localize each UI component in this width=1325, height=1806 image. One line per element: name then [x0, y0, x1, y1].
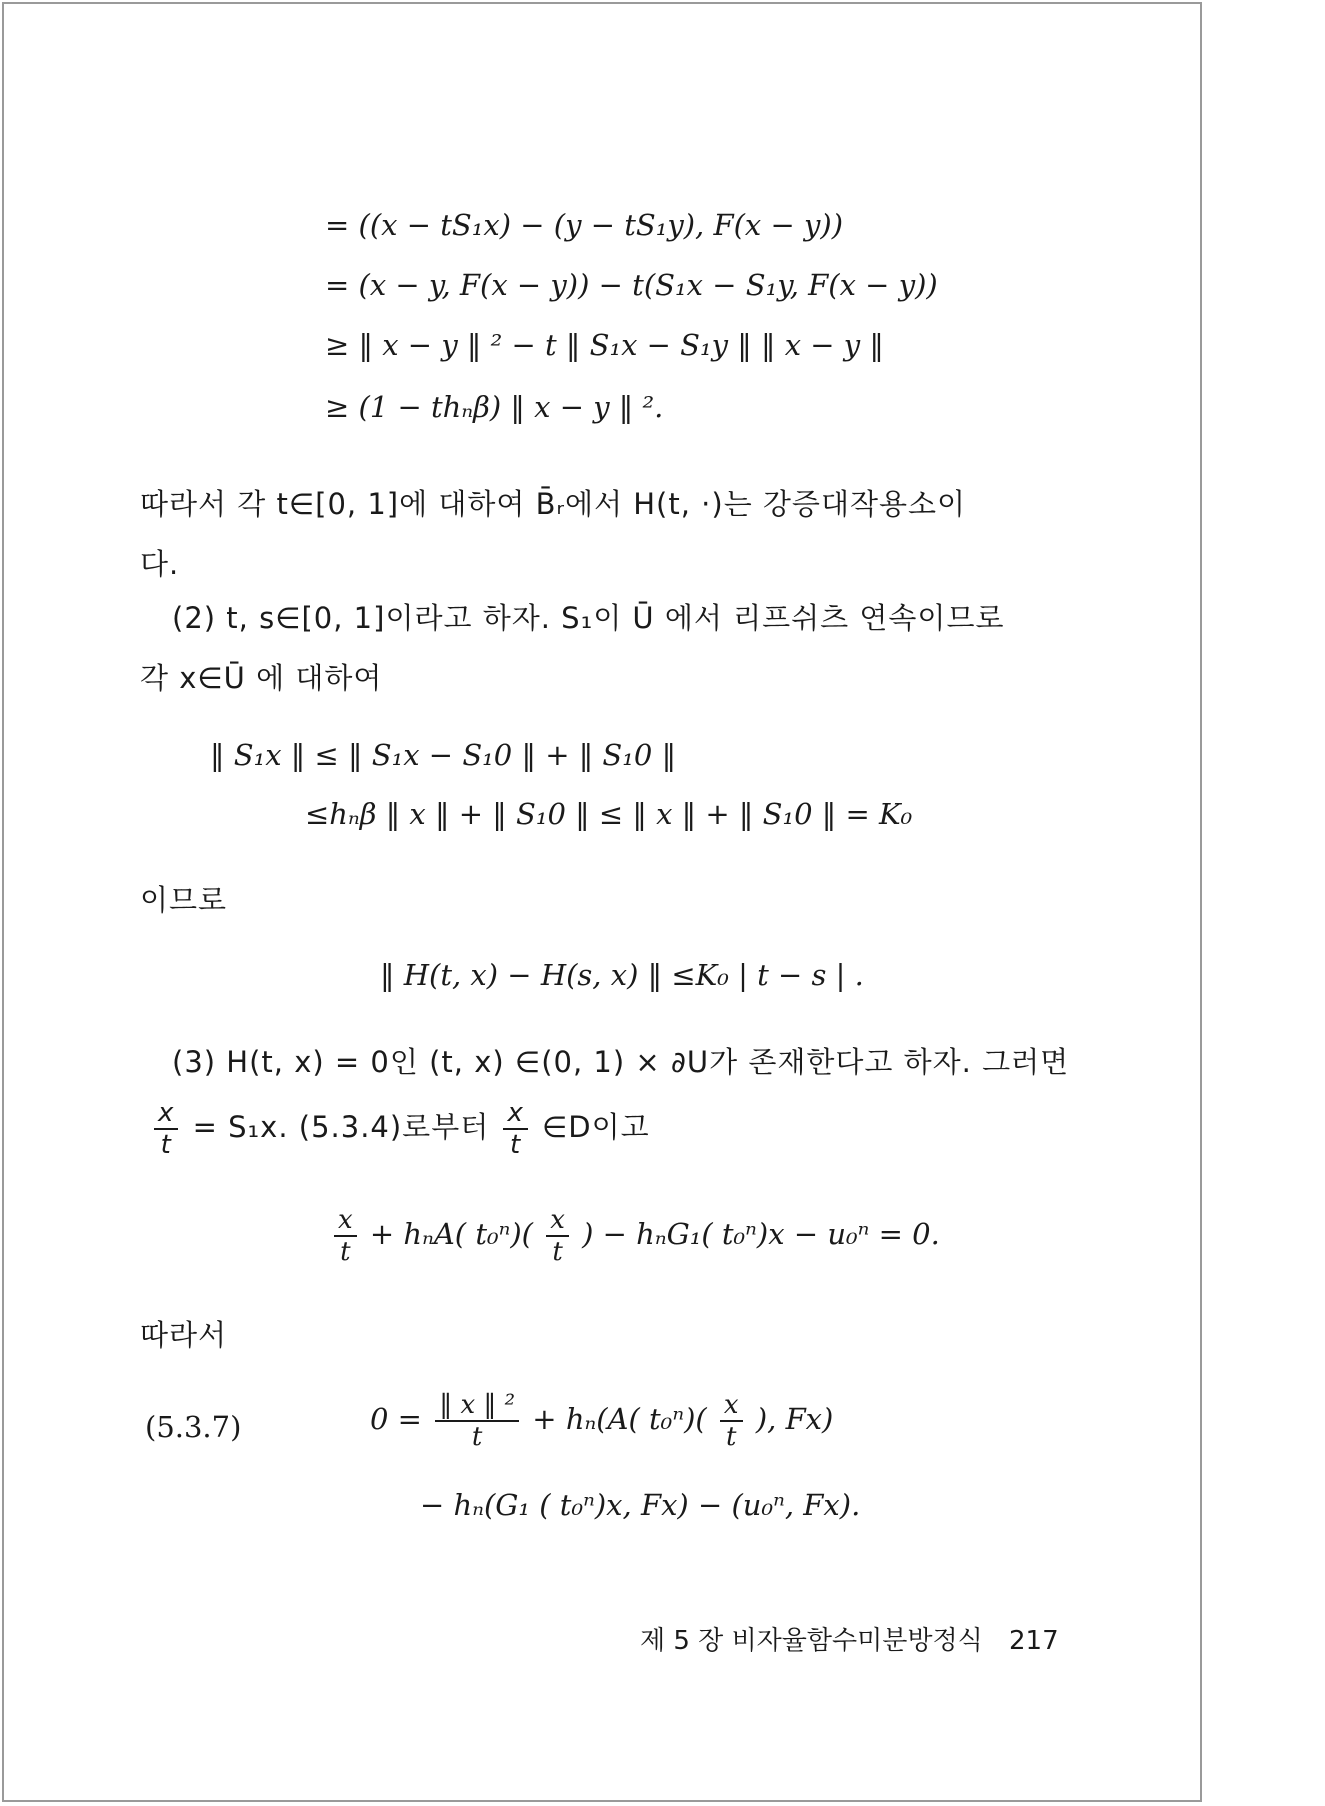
paragraph-4-line-2: [150, 1098, 650, 1160]
equation-line-2: = (x − y, F(x − y)) − t(S₁x − S₁y, F(x − y)): [325, 268, 938, 302]
eq-537-end: ), Fx): [755, 1402, 834, 1436]
fraction-x-over-t-4: $\frac{x}{t}$: [546, 1205, 569, 1267]
eq-537-start: 0 =: [370, 1402, 422, 1436]
equation-5-3-7-line-1: [370, 1390, 833, 1452]
paragraph-2-line-1: (2) t, s∈[0, 1]이라고 하자. S₁이 Ū 에서 리프쉬츠 연속이므로: [172, 601, 1005, 635]
paragraph-4-end: ∈D이고: [542, 1110, 650, 1144]
chapter-title: 제 5 장 비자율함수미분방정식: [640, 1626, 983, 1656]
fraction-x-over-t-2: $\frac{x}{t}$: [503, 1098, 527, 1160]
equation-label: (5.3.7): [145, 1410, 242, 1444]
inequality-line-1: ‖ S₁x ‖ ≤ ‖ S₁x − S₁0 ‖ + ‖ S₁0 ‖: [210, 738, 677, 772]
fraction-norm-x-over-t: $\frac{\text{‖ x ‖ ²}}{t}$: [435, 1390, 519, 1452]
equation-line-3: ≥ ‖ x − y ‖ ² − t ‖ S₁x − S₁y ‖ ‖ x − y ‖: [325, 328, 884, 362]
equation-line-1: = ((x − tS₁x) − (y − tS₁y), F(x − y)): [325, 208, 844, 242]
paragraph-2-line-2: 각 x∈Ū 에 대하여: [140, 661, 383, 695]
equation-5-3-7-line-2: − hₙ(G₁ ( t₀ⁿ)x, Fx) − (u₀ⁿ, Fx).: [420, 1488, 861, 1522]
paragraph-1-line-1: 따라서 각 t∈[0, 1]에 대하여 B̄ᵣ에서 H(t, ·)는 강증대작용소이: [140, 487, 967, 521]
page-number: 217: [1009, 1626, 1059, 1656]
operator-equation-part-1: + hₙA( t₀ⁿ)(: [369, 1217, 533, 1251]
equation-line-4: ≥ (1 − thₙβ) ‖ x − y ‖ ².: [325, 390, 664, 424]
operator-equation: [330, 1205, 940, 1267]
fraction-x-over-t-5: $\frac{x}{t}$: [720, 1390, 743, 1452]
lipschitz-inequality: ‖ H(t, x) − H(s, x) ‖ ≤K₀ | t − s | .: [380, 958, 864, 992]
paragraph-5: 따라서: [140, 1318, 228, 1352]
operator-equation-part-2: ) − hₙG₁( t₀ⁿ)x − u₀ⁿ = 0.: [582, 1217, 940, 1251]
page-footer: [640, 1620, 1059, 1657]
paragraph-1-line-2: 다.: [140, 547, 180, 581]
eq-537-mid: + hₙ(A( t₀ⁿ)(: [532, 1402, 707, 1436]
paragraph-4-mid: = S₁x. (5.3.4)로부터: [192, 1110, 490, 1144]
inequality-line-2: ≤hₙβ ‖ x ‖ + ‖ S₁0 ‖ ≤ ‖ x ‖ + ‖ S₁0 ‖ = K₀: [305, 797, 913, 831]
fraction-x-over-t-3: $\frac{x}{t}$: [334, 1205, 357, 1267]
paragraph-3: 이므로: [140, 883, 228, 917]
fraction-x-over-t: $\frac{x}{t}$: [154, 1098, 178, 1160]
paragraph-4-line-1: (3) H(t, x) = 0인 (t, x) ∈(0, 1) × ∂U가 존재한다고 하자. 그러면: [172, 1045, 1070, 1079]
